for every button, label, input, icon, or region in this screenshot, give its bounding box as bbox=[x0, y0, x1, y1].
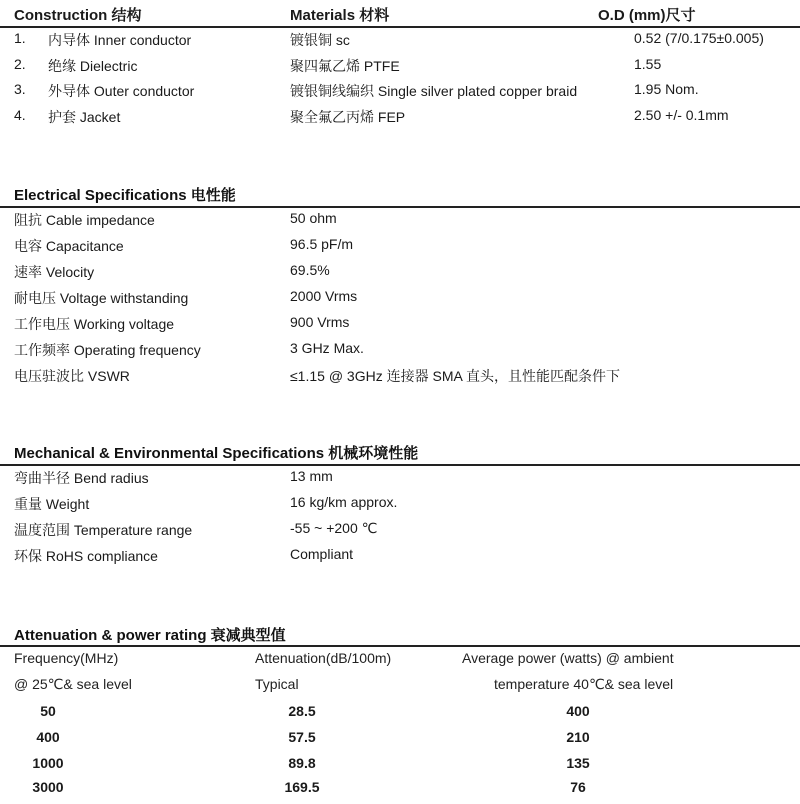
power-value: 76 bbox=[570, 779, 586, 795]
spec-value: -55 ~ +200 ℃ bbox=[290, 520, 378, 536]
attenuation-value: 89.8 bbox=[288, 755, 316, 771]
power-value: 400 bbox=[566, 703, 590, 719]
attenuation-title: Attenuation & power rating 衰减典型值 bbox=[14, 627, 286, 644]
spec-row bbox=[0, 314, 800, 340]
spec-label: 电压驻波比 VSWR bbox=[14, 368, 130, 384]
spec-row bbox=[0, 288, 800, 314]
row-number: 2. bbox=[14, 56, 26, 72]
power-value: 210 bbox=[566, 729, 590, 745]
frequency-heading: Frequency(MHz) bbox=[14, 650, 119, 666]
spec-row bbox=[0, 468, 800, 494]
spec-label: 工作频率 Operating frequency bbox=[14, 342, 201, 358]
attenuation-row bbox=[0, 779, 800, 804]
attenuation-row bbox=[0, 755, 800, 780]
spec-value: 900 Vrms bbox=[290, 314, 350, 330]
construction-row bbox=[0, 107, 800, 133]
spec-value: ≤1.15 @ 3GHz 连接器 SMA 直头，且性能匹配条件下 bbox=[290, 368, 620, 384]
spec-row bbox=[0, 366, 800, 392]
materials-heading: Materials 材料 bbox=[290, 7, 390, 24]
component-name: 绝缘 Dielectric bbox=[48, 58, 138, 74]
attenuation-value: 28.5 bbox=[288, 703, 316, 719]
spec-value: 13 mm bbox=[290, 468, 333, 484]
mechanical-divider bbox=[0, 464, 800, 466]
spec-label: 阻抗 Cable impedance bbox=[14, 212, 155, 228]
spec-value: 96.5 pF/m bbox=[290, 236, 354, 252]
electrical-title: Electrical Specifications 电性能 bbox=[14, 187, 236, 204]
spec-value: 16 kg/km approx. bbox=[290, 494, 398, 510]
spec-label: 耐电压 Voltage withstanding bbox=[14, 290, 189, 306]
component-od: 1.55 bbox=[634, 56, 662, 72]
spec-value: Compliant bbox=[290, 546, 354, 562]
construction-row bbox=[0, 81, 800, 107]
component-od: 2.50 +/- 0.1mm bbox=[634, 107, 729, 123]
frequency-value: 1000 bbox=[32, 755, 64, 771]
spec-row bbox=[0, 210, 800, 236]
spec-label: 工作电压 Working voltage bbox=[14, 316, 175, 332]
component-od: 0.52 (7/0.175±0.005) bbox=[634, 30, 764, 46]
frequency-value: 3000 bbox=[32, 779, 64, 795]
spec-value: 50 ohm bbox=[290, 210, 337, 226]
spec-label: 电容 Capacitance bbox=[14, 238, 124, 254]
frequency-value: 400 bbox=[36, 729, 60, 745]
component-name: 护套 Jacket bbox=[48, 109, 121, 125]
spec-label: 弯曲半径 Bend radius bbox=[14, 470, 149, 486]
spec-value: 69.5% bbox=[290, 262, 330, 278]
power-heading: Average power (watts) @ ambient bbox=[462, 650, 674, 666]
attenuation-divider bbox=[0, 645, 800, 647]
construction-row bbox=[0, 56, 800, 82]
row-number: 4. bbox=[14, 107, 26, 123]
component-name: 外导体 Outer conductor bbox=[48, 83, 195, 99]
spec-label: 重量 Weight bbox=[14, 496, 90, 512]
construction-row bbox=[0, 30, 800, 56]
attenuation-heading: Attenuation(dB/100m) bbox=[255, 650, 392, 666]
spec-row bbox=[0, 494, 800, 520]
spec-label: 环保 RoHS compliance bbox=[14, 548, 158, 564]
spec-row bbox=[0, 546, 800, 572]
spec-row bbox=[0, 262, 800, 288]
row-number: 3. bbox=[14, 81, 26, 97]
od-heading: O.D (mm)尺寸 bbox=[598, 7, 696, 24]
power-subheading: temperature 40℃& sea level bbox=[494, 676, 674, 692]
spec-value: 2000 Vrms bbox=[290, 288, 358, 304]
attenuation-row bbox=[0, 729, 800, 754]
attenuation-value: 57.5 bbox=[288, 729, 316, 745]
power-value: 135 bbox=[566, 755, 590, 771]
component-od: 1.95 Nom. bbox=[634, 81, 699, 97]
attenuation-row bbox=[0, 703, 800, 728]
frequency-subheading: @ 25℃& sea level bbox=[14, 676, 132, 692]
component-name: 内导体 Inner conductor bbox=[48, 32, 192, 48]
frequency-value: 50 bbox=[40, 703, 56, 719]
spec-value: 3 GHz Max. bbox=[290, 340, 364, 356]
spec-label: 温度范围 Temperature range bbox=[14, 522, 193, 538]
spec-row bbox=[0, 236, 800, 262]
component-material: 聚四氟乙烯 PTFE bbox=[290, 58, 400, 74]
component-material: 聚全氟乙丙烯 FEP bbox=[290, 109, 406, 125]
construction-divider bbox=[0, 26, 800, 28]
spec-label: 速率 Velocity bbox=[14, 264, 95, 280]
component-material: 镀银铜 sc bbox=[290, 32, 350, 48]
mechanical-title: Mechanical & Environmental Specifications 机械环境性能 bbox=[14, 445, 419, 462]
component-material: 镀银铜线编织 Single silver plated copper braid bbox=[290, 83, 578, 99]
attenuation-value: 169.5 bbox=[284, 779, 320, 795]
construction-title: Construction 结构 bbox=[14, 7, 142, 24]
attenuation-subheading: Typical bbox=[255, 676, 299, 692]
electrical-divider bbox=[0, 206, 800, 208]
spec-row bbox=[0, 340, 800, 366]
row-number: 1. bbox=[14, 30, 26, 46]
spec-row bbox=[0, 520, 800, 546]
